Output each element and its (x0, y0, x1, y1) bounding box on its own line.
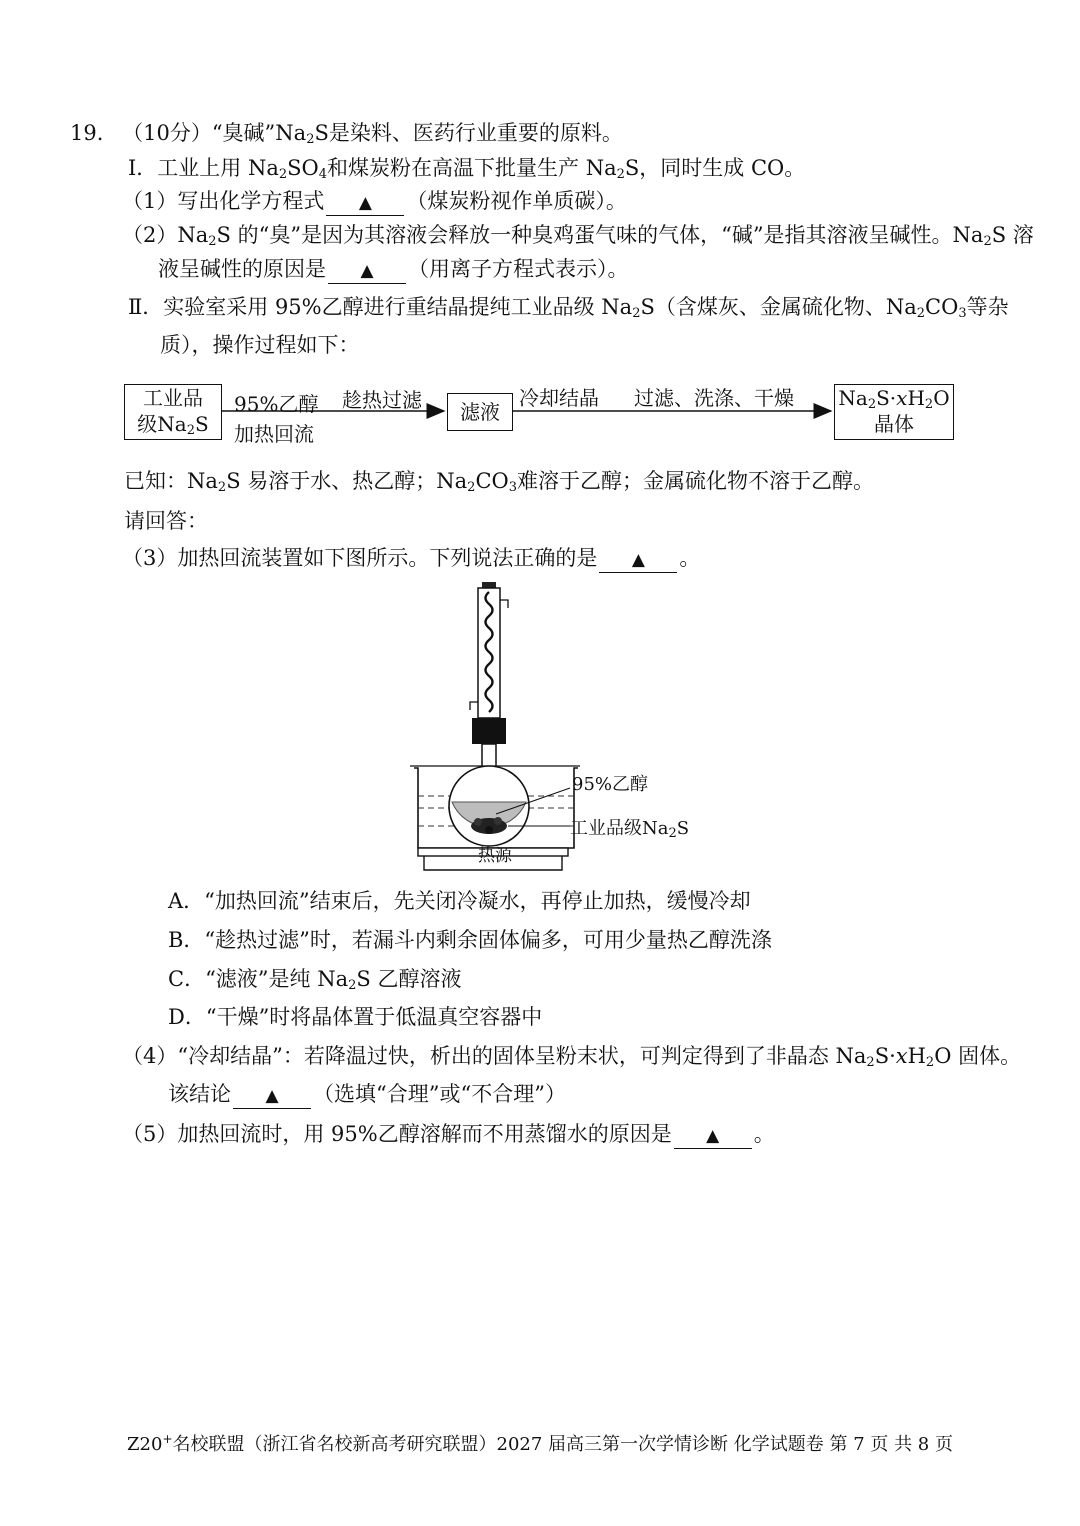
q5-text: （5）加热回流时，用 95%乙醇溶解而不用蒸馏水的原因是 ▲ 。 (122, 1119, 775, 1149)
label-heat-source: 热源 (478, 846, 512, 866)
question-number: 19. (70, 121, 104, 145)
known-info: 已知：$Na_2S$ 易溶于水、热乙醇；$Na_2CO_3$难溶于乙醇；金属硫化物不溶于乙醇。 (124, 469, 875, 495)
page-footer: Z20+名校联盟（浙江省名校新高考研究联盟）2027 届高三第一次学情诊断 化学试题卷 第 7 页 共 8 页 (127, 1432, 953, 1455)
option-b: B．“趁热过滤”时，若漏斗内剩余固体偏多，可用少量热乙醇洗涤 (168, 928, 772, 952)
q2-line1: $(2)Na_2S$ 的“臭”是因为其溶液会释放一种臭鸡蛋气味的气体，“碱”是指其溶液呈碱性。$Na_2S$ 溶 (122, 223, 1034, 249)
answer-blank[interactable]: ▲ (326, 189, 404, 216)
label-ethanol: 95%乙醇 (234, 392, 319, 416)
label-cool-crystallize: 冷却结晶 (519, 386, 599, 410)
label-reflux: 加热回流 (234, 422, 314, 446)
label-filter-wash-dry: 过滤、洗涤、干燥 (634, 386, 794, 410)
reflux-apparatus (404, 578, 696, 874)
part1-text: Ⅰ．工业上用 $Na_2SO_4$和煤炭粉在高温下批量生产 $Na_2S$，同时生成 CO。 (128, 156, 806, 182)
question-intro: （10分）“臭碱$”Na_2S$是染料、医药行业重要的原料。 (122, 121, 623, 147)
q2-line2: 液呈碱性的原因是 ▲ （用离子方程式表示）。 (158, 254, 629, 284)
flow-box-filtrate: 滤液 (447, 393, 513, 431)
option-d: D．“干燥”时将晶体置于低温真空容器中 (168, 1005, 543, 1029)
please-answer: 请回答： (124, 509, 208, 533)
option-c: C．“滤液”是纯 $Na_2S$ 乙醇溶液 (168, 967, 462, 993)
q4-line2: 该结论 ▲ （选填“合理”或“不合理”） (168, 1079, 566, 1109)
part2-line2: 质），操作过程如下： (160, 333, 360, 357)
label-hot-filter: 趁热过滤 (342, 388, 422, 412)
q3-text: （3）加热回流装置如下图所示。下列说法正确的是 ▲ 。 (122, 543, 700, 573)
answer-blank[interactable]: ▲ (674, 1122, 752, 1149)
label-95-ethanol: 95%乙醇 (572, 774, 649, 795)
answer-blank[interactable]: ▲ (233, 1082, 311, 1109)
option-a: A．“加热回流”结束后，先关闭冷凝水，再停止加热，缓慢冷却 (168, 889, 751, 913)
q1-text: （1）写出化学方程式 ▲ （煤炭粉视作单质碳）。 (122, 186, 627, 216)
label-industrial-na2s: 工业品级$Na_2S$ (570, 818, 690, 841)
answer-blank[interactable]: ▲ (599, 546, 677, 573)
answer-blank[interactable]: ▲ (328, 257, 406, 284)
flow-box-raw-na2s: 工业品 级$Na_2S$ (124, 384, 222, 440)
part2-line1: Ⅱ．实验室采用 95%乙醇进行重结晶提纯工业品级 $Na_2S$（含煤灰、金属硫化物、$Na_2CO_3$等杂 (128, 295, 1009, 321)
flow-box-crystal: $Na_2S\cdot xH_2O$ 晶体 (834, 384, 954, 440)
q4-line1: （4）“冷却结晶”：若降温过快，析出的固体呈粉末状，可判定得到了非晶态 $Na_2S\cdot xH_2O$ 固体。 (122, 1044, 1022, 1070)
